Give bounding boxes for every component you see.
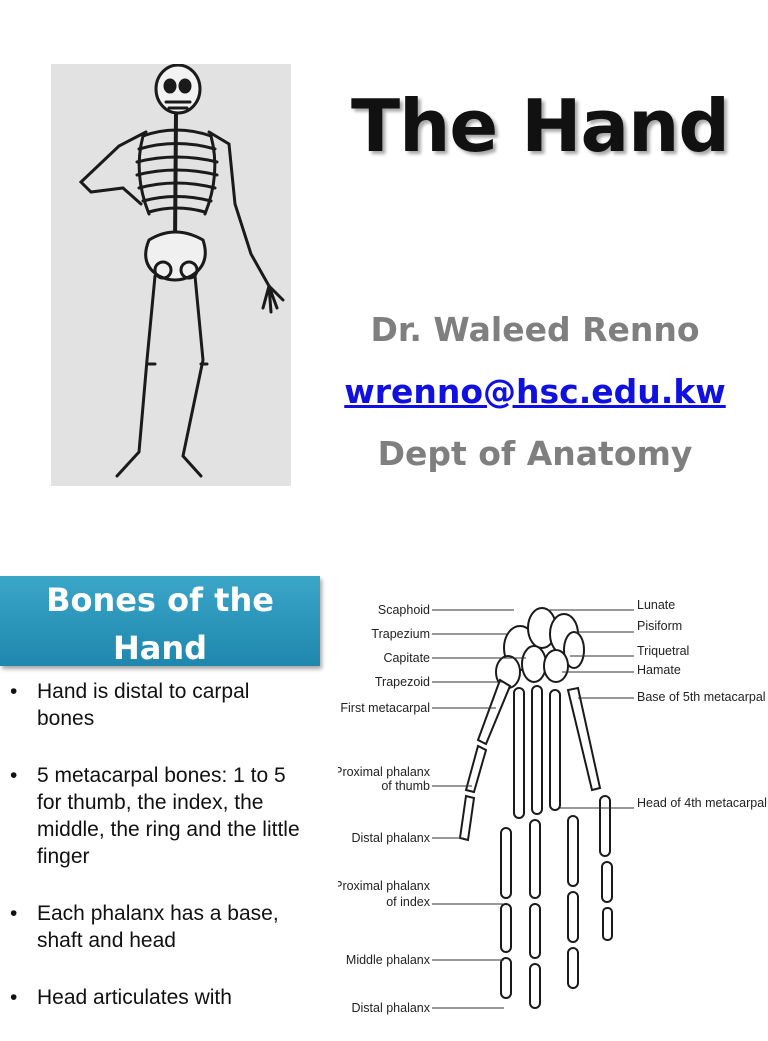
third-metacarpal xyxy=(532,686,542,814)
label-capitate: Capitate xyxy=(383,651,430,665)
middle-distal-phalanx xyxy=(530,964,540,1008)
thumb-distal-phalanx xyxy=(460,796,474,840)
hand-bones-diagram xyxy=(338,594,768,1024)
bullet-item: • Head articulates with xyxy=(8,984,308,1011)
author-name: Dr. Waleed Renno xyxy=(370,310,700,349)
ring-distal-phalanx xyxy=(568,948,578,988)
label-triquetral: Triquetral xyxy=(637,644,690,658)
skeleton-drawing xyxy=(51,64,291,486)
label-pisiform: Pisiform xyxy=(637,619,683,633)
label-distal-phalanx-1: Distal phalanx xyxy=(351,831,430,845)
label-hamate: Hamate xyxy=(637,663,681,677)
skeleton-illustration xyxy=(51,64,291,486)
fifth-metacarpal xyxy=(568,688,600,790)
first-metacarpal xyxy=(478,680,510,744)
label-proximal-phalanx-index-2: of index xyxy=(386,895,430,909)
section-title-line-1: Bones of the xyxy=(46,581,274,619)
index-middle-phalanx xyxy=(501,904,511,952)
label-trapezoid: Trapezoid xyxy=(374,675,430,689)
label-proximal-phalanx-thumb-2: of thumb xyxy=(381,779,430,793)
bullet-item: • Hand is distal to carpal bones xyxy=(8,678,308,732)
ring-middle-phalanx xyxy=(568,892,578,942)
bullet-item: • 5 metacarpal bones: 1 to 5 for thumb, the index, the middle, the ring and the little finger xyxy=(8,762,308,870)
department: Dept of Anatomy xyxy=(377,434,693,473)
label-lunate: Lunate xyxy=(637,598,676,612)
section-banner xyxy=(0,576,320,666)
index-proximal-phalanx xyxy=(501,828,511,898)
little-middle-phalanx xyxy=(602,862,612,902)
section-title xyxy=(0,576,320,672)
bullet-item: • Each phalanx has a base, shaft and head xyxy=(8,900,308,954)
fourth-metacarpal xyxy=(550,690,560,810)
second-metacarpal xyxy=(514,688,524,818)
label-trapezium: Trapezium xyxy=(371,627,430,641)
little-proximal-phalanx xyxy=(600,796,610,856)
middle-middle-phalanx xyxy=(530,904,540,958)
hamate-bone xyxy=(544,650,568,682)
thumb-proximal-phalanx xyxy=(466,746,486,792)
label-distal-phalanx-2: Distal phalanx xyxy=(351,1001,430,1015)
capitate-bone xyxy=(522,646,546,682)
author-email-link[interactable]: wrenno@hsc.edu.kw xyxy=(344,372,726,411)
label-proximal-phalanx-thumb-1: Proximal phalanx xyxy=(338,765,430,779)
author-email-container xyxy=(330,372,740,411)
bullet-list xyxy=(8,678,308,1041)
label-middle-phalanx: Middle phalanx xyxy=(345,953,430,967)
ring-proximal-phalanx xyxy=(568,816,578,886)
index-distal-phalanx xyxy=(501,958,511,998)
label-proximal-phalanx-index-1: Proximal phalanx xyxy=(338,879,430,893)
label-base-5th-metacarpal: Base of 5th metacarpal xyxy=(637,690,766,704)
little-distal-phalanx xyxy=(603,908,612,940)
label-head-4th-metacarpal: Head of 4th metacarpal xyxy=(637,796,767,810)
label-first-metacarpal: First metacarpal xyxy=(340,701,430,715)
middle-proximal-phalanx xyxy=(530,820,540,898)
label-scaphoid: Scaphoid xyxy=(377,603,430,617)
page-title: The Hand xyxy=(351,84,729,168)
section-title-line-2: Hand xyxy=(112,629,208,667)
